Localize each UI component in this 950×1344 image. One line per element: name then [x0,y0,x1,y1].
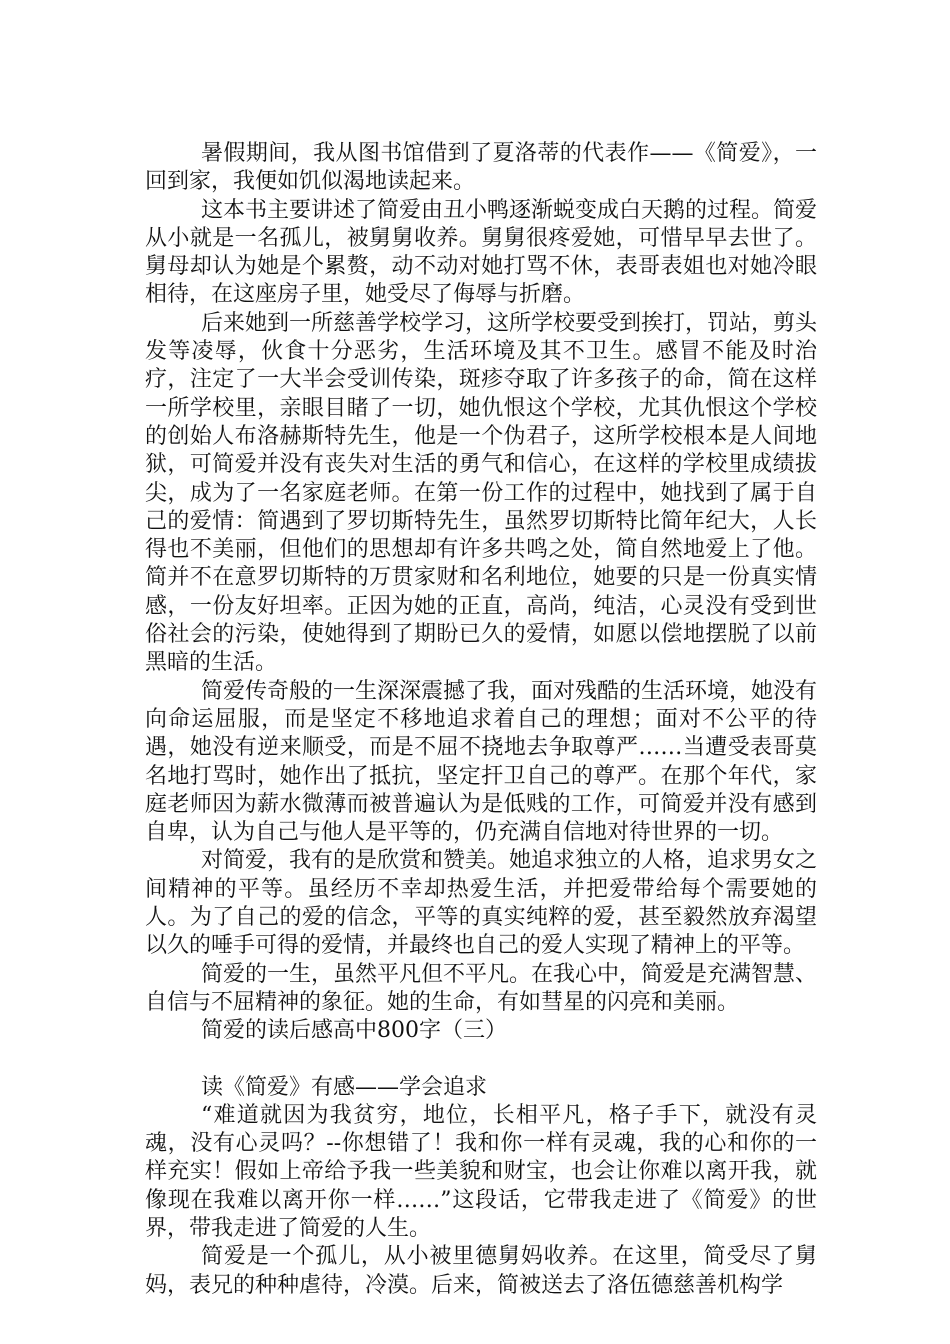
paragraph-5: 对简爱，我有的是欣赏和赞美。她追求独立的人格，追求男女之间精神的平等。虽经历不幸却热爱生活，并把爱带给每个需要她的人。为了自己的爱的信念，平等的真实纯粹的爱，甚至毅然放弃渴望以久的唾手可得的爱情，并最终也自己的爱人实现了精神上的平等。 [145,848,818,959]
document-page [145,140,817,1300]
paragraph-6: 简爱的一生，虽然平凡但不平凡。在我心中，简爱是充满智慧、自信与不屈精神的象征。她的生命，有如彗星的闪亮和美丽。 [145,961,818,1015]
section-title: 简爱的读后感高中800字（三） [201,1018,507,1044]
paragraph-3: 后来她到一所慈善学校学习，这所学校要受到挨打，罚站，剪头发等凌辱，伙食十分恶劣，生活环境及其不卫生。感冒不能及时治疗，注定了一大半会受训传染，斑疹夺取了许多孩子的命，简在这样一所学校里，亲眼目睹了一切，她仇恨这个学校，尤其仇恨这个学校的创始人布洛赫斯特先生，他是一个伪君子，这所学校根本是人间地狱，可简爱并没有丧失对生活的勇气和信心，在这样的学校里成绩拔尖，成为了一名家庭老师。在第一份工作的过程中，她找到了属于自己的爱情：简遇到了罗切斯特先生，虽然罗切斯特比简年纪大，人长得也不美丽，但他们的思想却有许多共鸣之处，简自然地爱上了他。简并不在意罗切斯特的万贯家财和名利地位，她要的只是一份真实情感，一份友好坦率。正因为她的正直，高尚，纯洁，心灵没有受到世俗社会的污染，使她得到了期盼已久的爱情，如愿以偿地摆脱了以前黑暗的生活。 [145,310,818,676]
paragraph-4: 简爱传奇般的一生深深震撼了我，面对残酷的生活环境，她没有向命运屈服，而是坚定不移地追求着自己的理想；面对不公平的待遇，她没有逆来顺受，而是不屈不挠地去争取尊严……当遭受表哥莫名地打骂时，她作出了抵抗，坚定扞卫自己的尊严。在那个年代，家庭老师因为薪水微薄而被普遍认为是低贱的工作，可简爱并没有感到自卑，认为自己与他人是平等的，仍充满自信地对待世界的一切。 [145,678,818,846]
paragraph-2: 这本书主要讲述了简爱由丑小鸭逐渐蜕变成白天鹅的过程。简爱从小就是一名孤儿，被舅舅收养。舅舅很疼爱她，可惜早早去世了。舅母却认为她是个累赘，动不动对她打骂不休，表哥表姐也对她冷眼相待，在这座房子里，她受尽了侮辱与折磨。 [145,197,818,308]
paragraph-8: 简爱是一个孤儿，从小被里德舅妈收养。在这里，简受尽了舅妈，表兄的种种虐待，冷漠。后来，简被送去了洛伍德慈善机构学 [145,1244,817,1298]
blank-line [145,1046,817,1074]
essay-title: 读《简爱》有感——学会追求 [201,1074,488,1100]
paragraph-7: “难道就因为我贫穷，地位，长相平凡，格子手下，就没有灵魂，没有心灵吗？--你想错了！我和你一样有灵魂，我的心和你的一样充实！假如上帝给予我一些美貌和财宝，也会让你难以离开我，就像现在我难以离开你一样……”这段话，它带我走进了《简爱》的世界，带我走进了简爱的人生。 [145,1102,817,1241]
paragraph-1: 暑假期间，我从图书馆借到了夏洛蒂的代表作——《简爱》，一回到家，我便如饥似渴地读起来。 [145,141,817,195]
